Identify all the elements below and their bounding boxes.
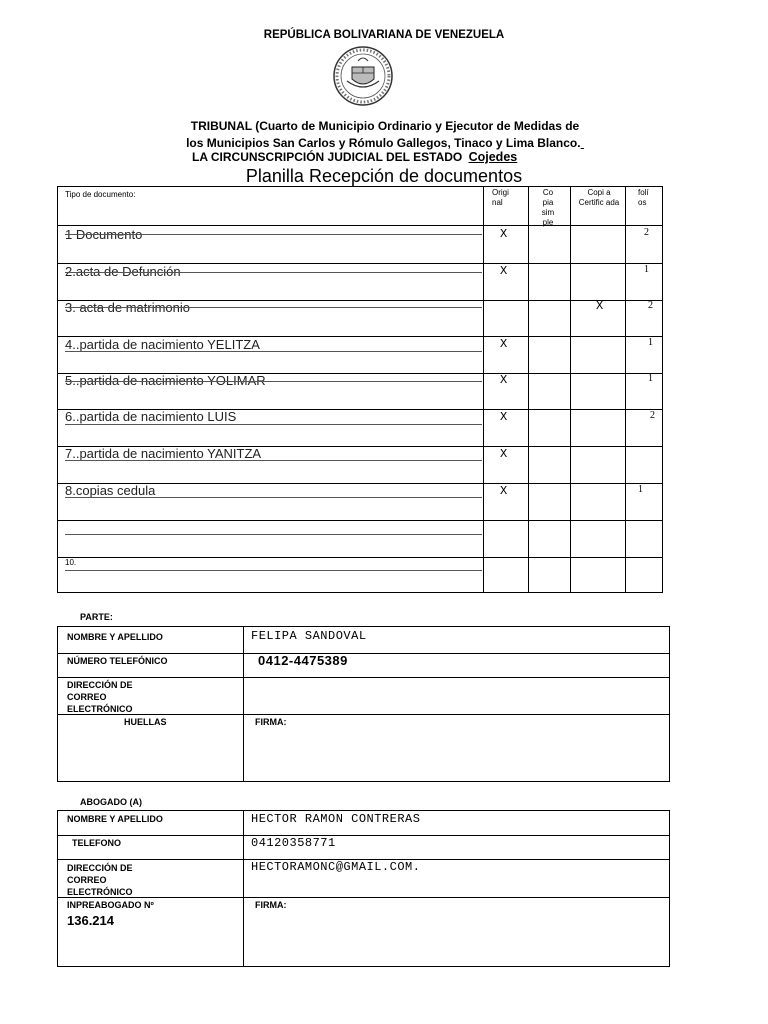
row-3-certificada[interactable]: X: [596, 299, 604, 313]
row-4-folios[interactable]: 1: [648, 337, 653, 348]
header-folios: folí os: [638, 188, 649, 207]
abogado-inpre-label: INPREABOGADO Nº: [67, 900, 154, 910]
parte-phone-label: NÚMERO TELEFÓNICO: [67, 656, 168, 666]
row-4-label: 4..partida de nacimiento YELITZA: [65, 337, 260, 352]
tribunal-line-2: los Municipios San Carlos y Rómulo Gallegos, Tinaco y Lima Blanco.: [186, 136, 581, 150]
abogado-section-label: ABOGADO (A): [80, 797, 142, 807]
tribunal-line-1: TRIBUNAL (Cuarto de Municipio Ordinario y Ejecutor de Medidas de: [190, 119, 580, 133]
row-5-original[interactable]: X: [500, 373, 508, 387]
row-6-original[interactable]: X: [500, 410, 508, 424]
abogado-phone-label: TELEFONO: [72, 838, 121, 848]
parte-email-label: DIRECCIÓN DE CORREO ELECTRÓNICO: [67, 680, 133, 714]
row-9-blank-line[interactable]: [65, 534, 482, 535]
abogado-firma-label: FIRMA:: [255, 900, 287, 910]
row-4-original[interactable]: X: [500, 337, 508, 351]
abogado-inpre-value[interactable]: 136.214: [67, 913, 114, 928]
row-2-folios[interactable]: 1: [644, 264, 649, 275]
state-field[interactable]: Cojedes: [468, 150, 518, 164]
row-8-folios[interactable]: 1: [638, 484, 643, 495]
row-5-label: 5..partida de nacimiento YOLIMAR: [65, 373, 266, 388]
country-heading: REPÚBLICA BOLIVARIANA DE VENEZUELA: [263, 29, 505, 41]
header-copia-simple: Co pia sim ple: [541, 188, 555, 227]
form-title: Planilla Recepción de documentos: [245, 166, 523, 186]
abogado-name-value[interactable]: HECTOR RAMON CONTRERAS: [251, 812, 421, 826]
tribunal-line-3: [192, 150, 586, 164]
header-original: Origi nal: [492, 188, 509, 207]
coat-of-arms-seal: [332, 45, 394, 107]
abogado-name-label: NOMBRE Y APELLIDO: [67, 814, 163, 824]
row-3-folios[interactable]: 2: [648, 300, 653, 311]
header-copia-certificada: Copi a Certific ada: [578, 188, 620, 207]
row-1-folios[interactable]: 2: [644, 227, 649, 238]
parte-huellas-label: HUELLAS: [124, 717, 167, 727]
row-3-label: 3. acta de matrimonio: [65, 300, 191, 315]
row-7-label: 7..partida de nacimiento YANITZA: [65, 446, 262, 461]
parte-name-value[interactable]: FELIPA SANDOVAL: [251, 629, 367, 643]
documents-table: [57, 186, 663, 593]
row-1-original[interactable]: X: [500, 227, 508, 241]
row-8-original[interactable]: X: [500, 484, 508, 498]
header-tipo-documento: Tipo de documento:: [65, 190, 136, 199]
abogado-phone-value[interactable]: 04120358771: [251, 836, 336, 850]
row-2-original[interactable]: X: [500, 264, 508, 278]
parte-firma-label: FIRMA:: [255, 717, 287, 727]
row-8-label: 8.copias cedula: [65, 483, 156, 498]
row-6-folios[interactable]: 2: [650, 410, 655, 421]
row-1-label: 1 Documento: [65, 227, 143, 242]
abogado-table: [57, 810, 670, 967]
parte-table: [57, 626, 670, 782]
row-5-folios[interactable]: 1: [648, 373, 653, 384]
abogado-email-label: DIRECCIÓN DE CORREO ELECTRÓNICO: [67, 863, 133, 897]
row-10-label: 10.: [65, 558, 77, 567]
parte-name-label: NOMBRE Y APELLIDO: [67, 632, 163, 642]
parte-section-label: PARTE:: [80, 612, 113, 622]
circunscripcion-label: LA CIRCUNSCRIPCIÓN JUDICIAL DEL ESTADO: [192, 150, 463, 164]
row-7-original[interactable]: X: [500, 447, 508, 461]
abogado-email-value[interactable]: HECTORAMONC@GMAIL.COM.: [251, 860, 421, 874]
parte-phone-value[interactable]: 0412-4475389: [258, 653, 348, 668]
row-2-label: 2.acta de Defunción: [65, 264, 181, 279]
row-6-label: 6..partida de nacimiento LUIS: [65, 409, 237, 424]
